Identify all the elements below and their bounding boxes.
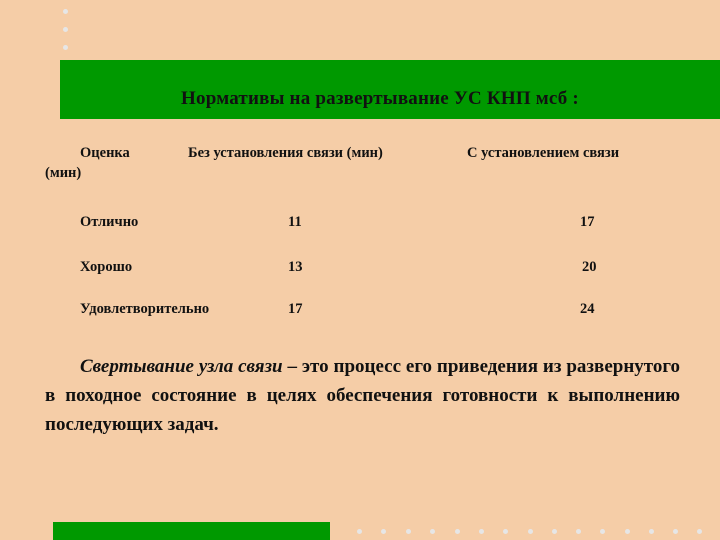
dot [552,529,557,534]
dot [455,529,460,534]
dot [600,529,605,534]
definition-term: Свертывание узла связи [80,356,283,377]
definition-text: – это процесс его приведения из развернутого в походное состояние в целях обеспечения готовности к выполнению последующих задач. [45,356,681,435]
cell-without-link: 17 [288,301,303,317]
dot [576,529,581,534]
definition-paragraph [45,352,680,439]
dot [503,529,508,534]
cell-rating: Удовлетворительно [80,301,210,317]
header-rating: Оценка [80,145,130,161]
dot [381,529,386,534]
table-row [80,259,640,279]
cell-with-link: 24 [580,301,595,317]
dot [357,529,362,534]
dot [649,529,654,534]
dot [479,529,484,534]
footer-accent-bar [53,522,330,540]
cell-without-link: 11 [288,214,302,230]
dot [697,529,702,534]
header-with-link-unit: (мин) [45,165,82,181]
cell-rating: Отлично [80,214,139,230]
table-row [80,301,640,321]
slide-title: Нормативы на развертывание УС КНП мсб : [181,88,579,109]
dot [63,9,68,14]
dot [625,529,630,534]
dot [63,45,68,50]
dot [673,529,678,534]
cell-without-link: 13 [288,259,303,275]
cell-with-link: 20 [582,259,597,275]
dot [528,529,533,534]
cell-with-link: 17 [580,214,595,230]
dot [406,529,411,534]
cell-rating: Хорошо [80,259,133,275]
table-row [80,214,640,234]
dot [430,529,435,534]
header-with-link: С установлением связи [467,145,620,161]
header-without-link: Без установления связи (мин) [188,145,383,161]
dot [63,27,68,32]
